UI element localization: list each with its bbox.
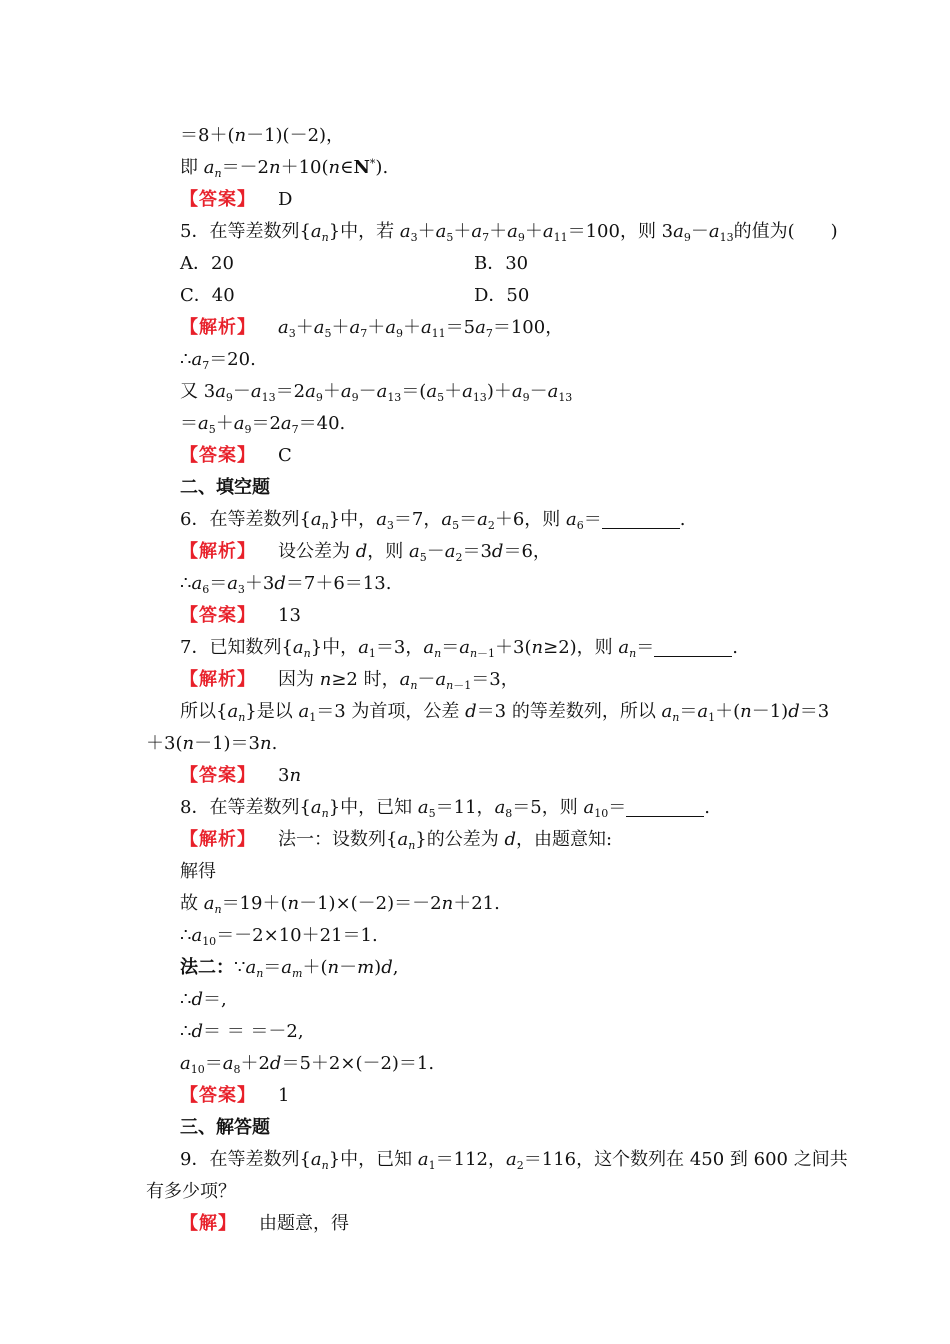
- q5-option-c: C．40: [180, 285, 235, 306]
- answer-tag: 【答案】: [180, 605, 256, 626]
- q8-stem: 8．在等差数列$\{a_n\}$中，已知 $a_5=11$，$a_8=5$，则 $a_{10}=$ .: [180, 797, 710, 820]
- q4-answer-line: [180, 188, 292, 212]
- answer-tag: 【答案】: [180, 445, 256, 466]
- q6-analysis-line-2: $\therefore a_6=a_3+3d=7+6=13$.: [180, 573, 392, 596]
- q8-analysis-line-7: ∴d＝ ＝ ＝－2,: [180, 1021, 304, 1042]
- analysis-tag: 【解析】: [180, 317, 256, 338]
- q6-answer-value: 13: [278, 605, 301, 626]
- analysis-tag: 【解析】: [180, 669, 256, 690]
- q7-stem: 7．已知数列$\{a_n\}$中，$a_1=3$，$a_n=a_{n-1}+3(n\ge 2)$，则 $a_n=$ .: [180, 637, 738, 660]
- q9-stem-line-1: 9．在等差数列$\{a_n\}$中，已知 $a_1=112$，$a_2=116$，这个数列在 450 到 600 之间共: [180, 1149, 848, 1172]
- q5-analysis-line-4: $=a_5+a_9=2a_7=40$.: [180, 413, 346, 436]
- q8-analysis-line-5: 法二：$\because a_n=a_m+(n-m)d$,: [180, 957, 399, 980]
- q8-answer-value: 1: [278, 1085, 290, 1106]
- q9-solution-text: 由题意，得: [259, 1213, 349, 1234]
- q8-analysis-line-1: 【解析】 法一：设数列$\{a_n\}$的公差为 d，由题意知:: [180, 829, 613, 852]
- analysis-tag: 【解析】: [180, 829, 256, 850]
- q7-answer-line: 【答案】 3n: [180, 765, 302, 786]
- q4-step-line-1: ＝8＋(n－1)(－2)，: [180, 125, 345, 146]
- q6-answer-line: [180, 604, 301, 628]
- q5-option-b: B．30: [474, 253, 529, 274]
- q8-analysis-line-6: ∴d＝,: [180, 989, 227, 1010]
- answer-tag: 【答案】: [180, 765, 256, 786]
- q5-option-a: A．20: [180, 253, 234, 274]
- q4-answer-value: D: [278, 189, 293, 210]
- q7-analysis-line-1: 【解析】 因为 n≥2 时，$a_n-a_{n-1}=3$，: [180, 669, 519, 692]
- q8-analysis-line-3: 故 $a_n=19+(n-1)\times(-2)=-2n+21$.: [180, 893, 500, 916]
- section-title-solve: 三、解答题: [180, 1117, 270, 1138]
- q5-option-d: D．50: [474, 285, 530, 306]
- answer-blank: [626, 798, 704, 817]
- q5-stem: 5．在等差数列$\{a_n\}$中，若 $a_3+a_5+a_7+a_9+a_{11}=100$，则 $3a_9-a_{13}$的值为( ): [180, 221, 838, 244]
- q5-analysis-line-2: $\therefore a_7=20$.: [180, 349, 256, 372]
- q9-stem-line-2: 有多少项？: [146, 1181, 236, 1202]
- q6-stem: 6．在等差数列$\{a_n\}$中，$a_3=7$，$a_5=a_2+6$，则 $a_6=$ .: [180, 509, 686, 532]
- q4-step-line-2: 即 $a_n=-2n+10(n\in N^*)$.: [180, 157, 389, 180]
- answer-tag: 【答案】: [180, 189, 256, 210]
- q5-analysis-line-3: 又 $3a_9-a_{13}=2a_9+a_9-a_{13}=(a_5+a_{13})+a_9-a_{13}$: [180, 381, 573, 404]
- q5-analysis-line-1: 【解析】 $a_3+a_5+a_7+a_9+a_{11}=5a_7=100$，: [180, 317, 564, 340]
- q9-solution-line-1: [180, 1212, 349, 1236]
- q8-answer-line: [180, 1084, 289, 1108]
- q6-analysis-line-1: 【解析】 设公差为 d，则 $a_5-a_2=3d=6$，: [180, 541, 551, 564]
- q8-analysis-line-2: 解得: [180, 861, 216, 882]
- answer-blank: [602, 510, 680, 529]
- q5-answer-value: C: [278, 445, 292, 466]
- section-title-fill-blank: 二、填空题: [180, 477, 270, 498]
- q8-analysis-line-8: $a_{10}=a_8+2d=5+2\times(-2)=1$.: [180, 1053, 435, 1076]
- answer-tag: 【答案】: [180, 1085, 256, 1106]
- q7-analysis-line-3: ＋3(n－1)＝3n.: [146, 733, 278, 754]
- solution-tag: 【解】: [180, 1213, 237, 1234]
- answer-blank: [654, 638, 732, 657]
- q5-answer-line: [180, 444, 292, 468]
- analysis-tag: 【解析】: [180, 541, 256, 562]
- q7-analysis-line-2: 所以$\{a_n\}$是以 $a_1=3$ 为首项，公差 d＝3 的等差数列，所以 $a_n=a_1+(n-1)d=3$: [180, 701, 830, 724]
- q8-analysis-line-4: $\therefore a_{10}=-2\times 10+21=1$.: [180, 925, 378, 948]
